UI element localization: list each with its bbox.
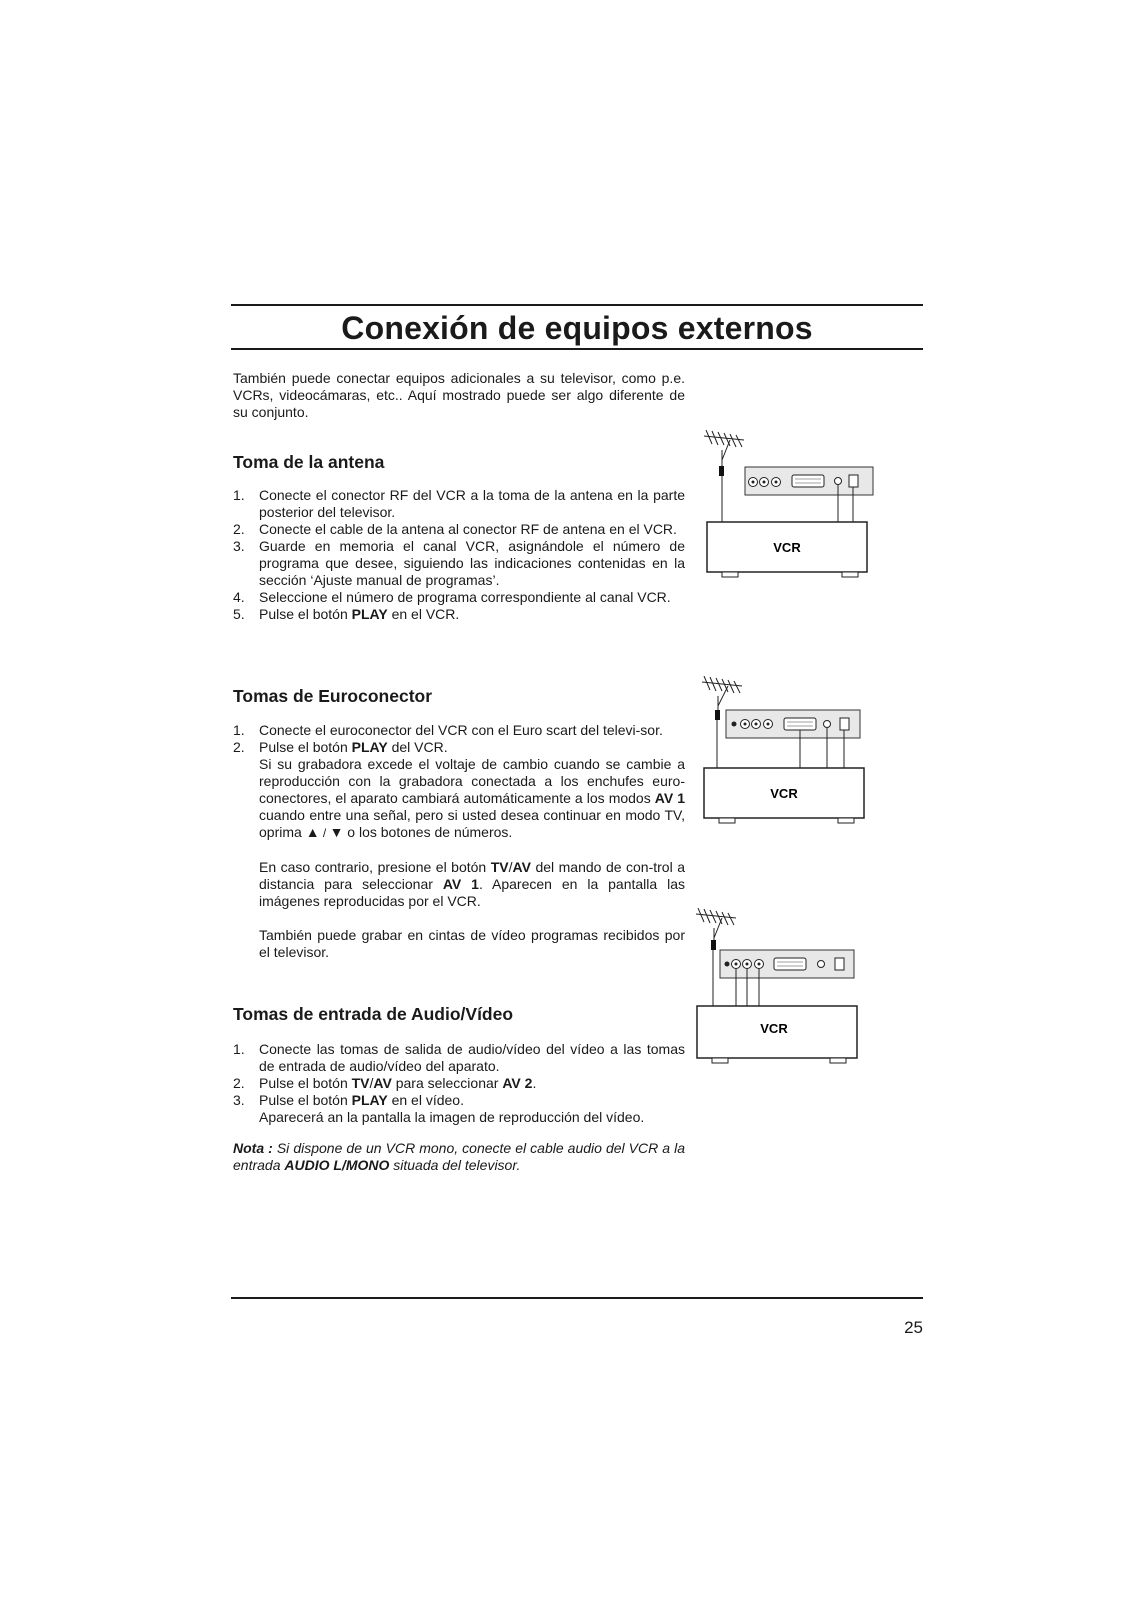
text-run: / xyxy=(319,826,330,840)
antena-steps xyxy=(233,487,685,623)
step-number: 1. xyxy=(233,1041,245,1057)
step-text: Conecte el euroconector del VCR con el Euro scart del televi-sor. xyxy=(259,722,663,738)
text-run: Pulse el botón xyxy=(259,1092,352,1108)
step-text-pre: Pulse el botón xyxy=(259,606,352,622)
vcr-foot xyxy=(712,1058,728,1063)
text-run: En caso contrario, presione el botón xyxy=(259,859,491,875)
list-item xyxy=(233,722,685,739)
list-item xyxy=(233,1041,685,1075)
scart-icon xyxy=(774,958,806,970)
step-text: Seleccione el número de programa correspondiente al canal VCR. xyxy=(259,589,671,605)
antenna-plug xyxy=(711,940,716,950)
list-item xyxy=(233,606,685,623)
step-number: 2. xyxy=(233,1075,245,1091)
list-item xyxy=(233,739,685,961)
text-run: Si dispone de un VCR mono, conecte el cable audio del VCR a la entrada xyxy=(233,1140,685,1173)
rf-out-icon xyxy=(818,961,825,968)
vcr-foot xyxy=(830,1058,846,1063)
text-run: cuando entre una señal, pero si usted desea continuar en modo TV, oprima xyxy=(259,807,685,840)
intro-paragraph: También puede conectar equipos adicionales a su televisor, como p.e. VCRs, videocámaras, etc.. Aquí mostrado puede ser algo diferente de su conjunto. xyxy=(233,370,685,420)
text-run: Si su grabadora excede el voltaje de cambio cuando se cambie a reproducción con la grabadora conectada a los enchufes euro-conectores, el aparato cambiará automáticamente a los modos xyxy=(259,756,685,806)
step-number: 3. xyxy=(233,538,245,554)
step-text: Conecte las tomas de salida de audio/vídeo del vídeo a las tomas de entrada de audio/vídeo del aparato. xyxy=(259,1041,685,1074)
av1-keyword: AV 1 xyxy=(654,790,686,806)
step-number: 5. xyxy=(233,606,245,622)
down-arrow-icon: ▼ xyxy=(329,824,344,840)
rf-in-icon xyxy=(849,475,858,487)
step-text-post: en el VCR. xyxy=(387,606,460,622)
list-item xyxy=(233,1092,685,1126)
list-item xyxy=(233,589,685,606)
vcr-scart-diagram xyxy=(698,676,888,846)
step-line xyxy=(259,739,685,756)
audio-video-steps xyxy=(233,1041,685,1126)
vcr-label: VCR xyxy=(770,786,798,801)
step-paragraph: También puede grabar en cintas de vídeo programas recibidos por el televisor. xyxy=(259,927,685,960)
text-run: Aparecerá an la pantalla la imagen de reproducción del vídeo. xyxy=(259,1109,645,1125)
step-number: 2. xyxy=(233,739,245,755)
page-title: Conexión de equipos externos xyxy=(341,310,813,346)
text-run: / xyxy=(369,1075,374,1091)
tv-keyword: TV xyxy=(351,1075,370,1091)
text-run: o los botones de números. xyxy=(343,824,513,840)
list-item xyxy=(233,521,685,538)
rf-out-icon xyxy=(835,478,842,485)
section-heading-euroconector: Tomas de Euroconector xyxy=(233,686,433,706)
text-run: situada del televisor. xyxy=(389,1157,521,1173)
vcr-label: VCR xyxy=(760,1021,788,1036)
play-keyword: PLAY xyxy=(351,739,388,755)
vcr-foot xyxy=(838,818,854,823)
text-run: Pulse el botón xyxy=(259,1075,352,1091)
list-item xyxy=(233,487,685,521)
step-number: 4. xyxy=(233,589,245,605)
vcr-av-diagram xyxy=(692,908,882,1078)
section-heading-antena: Toma de la antena xyxy=(233,452,385,472)
footer-rule xyxy=(231,1297,923,1299)
play-keyword: PLAY xyxy=(351,1092,388,1108)
vcr-foot xyxy=(842,572,858,577)
list-item xyxy=(233,538,685,589)
note-label: Nota : xyxy=(233,1140,273,1156)
step-paragraph xyxy=(259,756,685,842)
scart-icon xyxy=(784,718,816,730)
text-run: / xyxy=(508,859,513,875)
antenna-icon xyxy=(704,430,744,472)
step-number: 2. xyxy=(233,521,245,537)
av2-keyword: AV 2 xyxy=(502,1075,533,1091)
step-text-pre: Pulse el botón xyxy=(259,739,352,755)
text-run: . Aparecen en la pantalla las imágenes reproducidas por el VCR. xyxy=(259,876,686,909)
rf-out-icon xyxy=(824,721,831,728)
rf-in-icon xyxy=(835,958,844,970)
step-text: Conecte el conector RF del VCR a la toma de la antena en la parte posterior del televisor. xyxy=(259,487,685,520)
vcr-antenna-diagram xyxy=(700,430,890,600)
vcr-foot xyxy=(722,572,738,577)
step-text: Conecte el cable de la antena al conector RF de antena en el VCR. xyxy=(259,521,677,537)
note xyxy=(233,1140,685,1174)
scart-icon xyxy=(792,475,824,487)
euroconector-steps xyxy=(233,722,685,961)
text-run: . xyxy=(532,1075,537,1091)
vcr-label: VCR xyxy=(773,540,801,555)
tv-keyword: TV xyxy=(490,859,509,875)
step-number: 1. xyxy=(233,722,245,738)
text-run: del mando de con-trol a distancia para seleccionar xyxy=(259,859,685,892)
step-text: Guarde en memoria el canal VCR, asignándole el número de programa que desee, siguiendo las indicaciones contenidas en la sección ‘Ajuste manual de programas’. xyxy=(259,538,685,588)
antenna-plug xyxy=(719,466,724,476)
section-heading-audio-video: Tomas de entrada de Audio/Vídeo xyxy=(233,1004,514,1024)
antenna-plug xyxy=(715,710,720,720)
page-number: 25 xyxy=(904,1318,923,1337)
text-run: en el vídeo. xyxy=(387,1092,464,1108)
text-run: para seleccionar xyxy=(391,1075,503,1091)
step-number: 3. xyxy=(233,1092,245,1108)
av-keyword: AV xyxy=(512,859,531,875)
list-item xyxy=(233,1075,685,1092)
step-number: 1. xyxy=(233,487,245,503)
title-underline xyxy=(231,348,923,350)
step-text-post: del VCR. xyxy=(387,739,448,755)
av-jack-icons xyxy=(749,478,781,487)
up-arrow-icon: ▲ xyxy=(305,824,320,840)
av1-keyword: AV 1 xyxy=(442,876,479,892)
play-keyword: PLAY xyxy=(351,606,388,622)
rf-in-icon xyxy=(840,718,849,730)
audio-mono-keyword: AUDIO L/MONO xyxy=(284,1157,390,1173)
av-keyword: AV xyxy=(373,1075,392,1091)
step-paragraph xyxy=(259,859,685,910)
vcr-foot xyxy=(719,818,735,823)
